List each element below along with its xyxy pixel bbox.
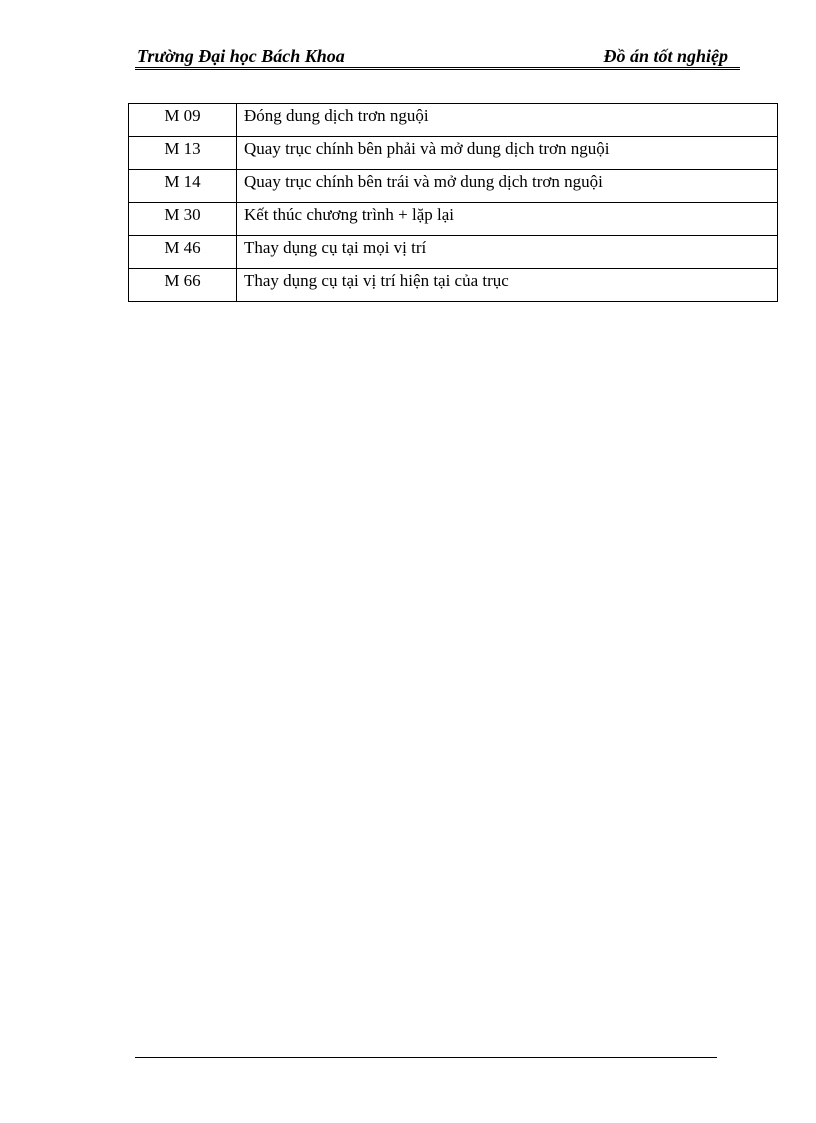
header-document-title: Đồ án tốt nghiệp (603, 46, 728, 66)
code-cell: M 30 (129, 203, 237, 236)
table-row (129, 137, 778, 170)
description-cell: Thay dụng cụ tại mọi vị trí (237, 236, 778, 269)
table-row (129, 269, 778, 302)
description-cell: Thay dụng cụ tại vị trí hiện tại của trục (237, 269, 778, 302)
description-cell: Đóng dung dịch trơn nguội (237, 104, 778, 137)
footer-rule (135, 1057, 717, 1058)
description-cell: Quay trục chính bên phải và mở dung dịch trơn nguội (237, 137, 778, 170)
table-row (129, 104, 778, 137)
header-school-name: Trường Đại học Bách Khoa (137, 46, 345, 66)
description-cell: Quay trục chính bên trái và mở dung dịch trơn nguội (237, 170, 778, 203)
code-cell: M 14 (129, 170, 237, 203)
table-row (129, 170, 778, 203)
table-row (129, 236, 778, 269)
table-row (129, 203, 778, 236)
code-cell: M 13 (129, 137, 237, 170)
m-code-table (128, 103, 778, 302)
description-cell: Kết thúc chương trình + lặp lại (237, 203, 778, 236)
page-header (135, 44, 740, 70)
header-rule (135, 67, 740, 70)
code-cell: M 46 (129, 236, 237, 269)
code-cell: M 66 (129, 269, 237, 302)
code-cell: M 09 (129, 104, 237, 137)
